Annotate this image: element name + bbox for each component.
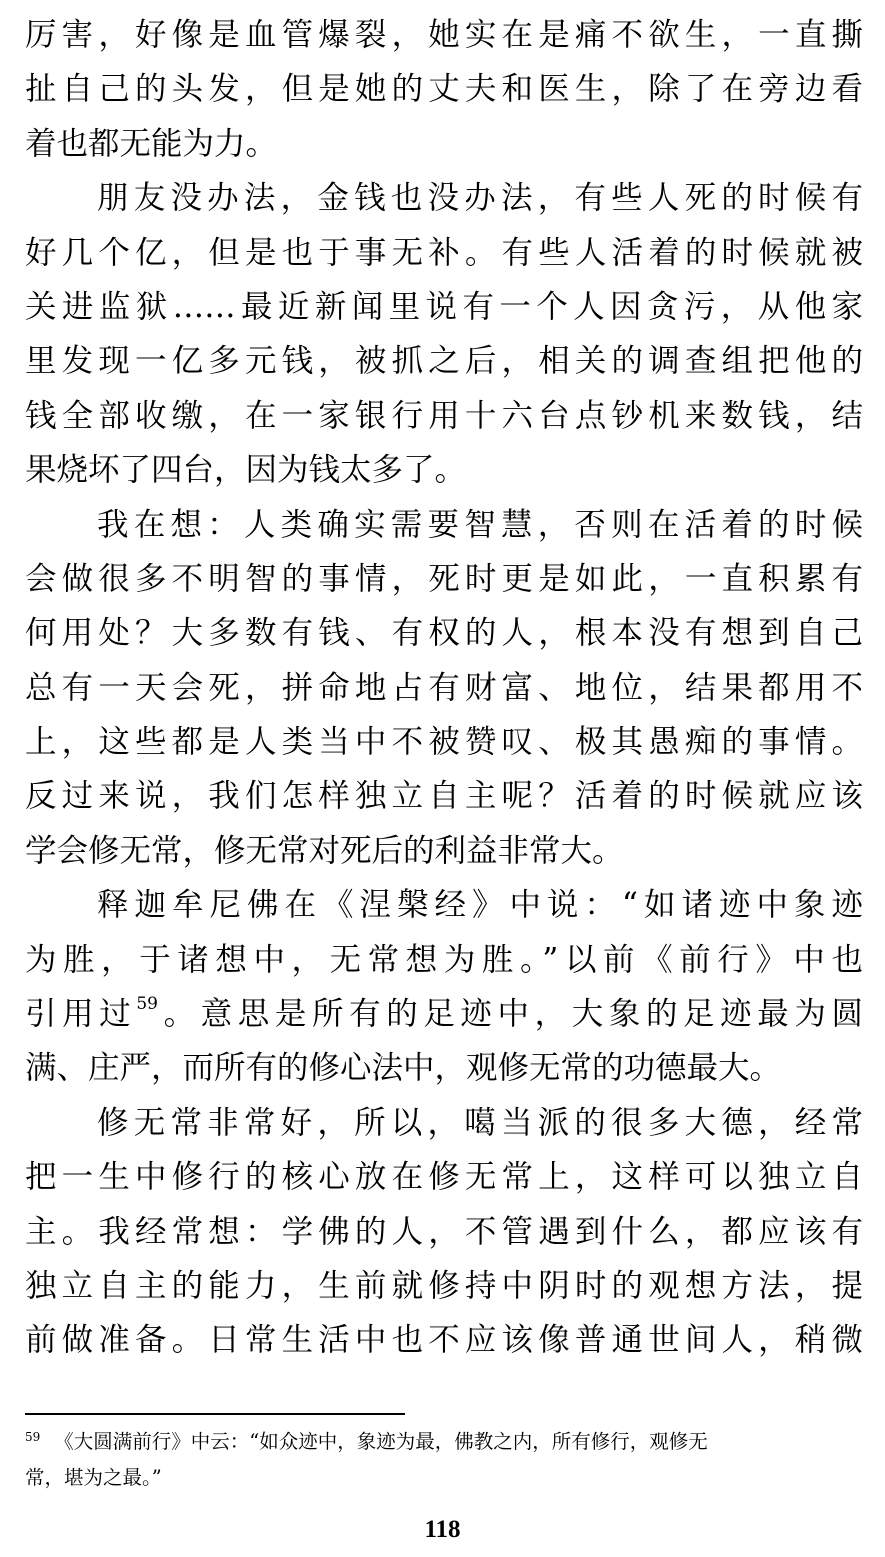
body-text — [25, 8, 863, 1368]
paragraph-first-line: 我在想：人类确实需要智慧，否则在活着的时候 — [97, 506, 863, 543]
paragraph-first-line: 朋友没办法，金钱也没办法，有些人死的时候有 — [97, 180, 863, 217]
text-line: 钱全部收缴，在一家银行用十六台点钞机来数钱，结 — [25, 397, 863, 434]
footnote-line: 常，堪为之最。” — [25, 1466, 162, 1489]
footnote — [25, 1425, 863, 1494]
text-line: 何用处？大多数有钱、有权的人，根本没有想到自己 — [25, 615, 863, 652]
text-line: 会做很多不明智的事情，死时更是如此，一直积累有 — [25, 560, 863, 597]
text-line: 扯自己的头发，但是她的丈夫和医生，除了在旁边看 — [25, 71, 863, 108]
text-line: 着也都无能为力。 — [25, 125, 278, 162]
text-line: 独立自主的能力，生前就修持中阴时的观想方法，提 — [25, 1267, 863, 1304]
footnote-divider — [25, 1413, 405, 1415]
page-number: 118 — [424, 1516, 461, 1543]
text-line: 主。我经常想：学佛的人，不管遇到什么，都应该有 — [25, 1213, 863, 1250]
text-line: 把一生中修行的核心放在修无常上，这样可以独立自 — [25, 1159, 863, 1196]
footnote-reference[interactable]: 59 — [136, 993, 158, 1014]
text-line: 里发现一亿多元钱，被抓之后，相关的调查组把他的 — [25, 343, 863, 380]
paragraph-first-line: 修无常非常好，所以，噶当派的很多大德，经常 — [97, 1104, 863, 1141]
paragraph-first-line: 释迦牟尼佛在《涅槃经》中说：“如诸迹中象迹 — [97, 887, 863, 924]
text-line: 果烧坏了四台，因为钱太多了。 — [25, 452, 467, 489]
text-line: 好几个亿，但是也于事无补。有些人活着的时候就被 — [25, 234, 863, 271]
text-line: 反过来说，我们怎样独立自主呢？活着的时候就应该 — [25, 778, 863, 815]
text-line: 满、庄严，而所有的修心法中，观修无常的功德最大。 — [25, 1050, 782, 1087]
text-line: 关进监狱……最近新闻里说有一个人因贪污，从他家 — [25, 288, 863, 325]
text-segment: 引用过 — [25, 996, 137, 1033]
text-line: 为胜，于诸想中，无常想为胜。”以前《前行》中也 — [25, 941, 863, 978]
footnote-number: 59 — [25, 1430, 41, 1444]
footnote-text: 《大圆满前行》中云：“如众迹中，象迹为最，佛教之内，所有修行，观修无 — [54, 1430, 708, 1453]
text-line: 总有一天会死，拼命地占有财富、地位，结果都用不 — [25, 669, 863, 706]
text-line-with-footnote — [25, 987, 863, 1041]
text-line: 厉害，好像是血管爆裂，她实在是痛不欲生，一直撕 — [25, 17, 863, 53]
text-line: 学会修无常，修无常对死后的利益非常大。 — [25, 832, 624, 869]
text-segment: 。意思是所有的足迹中，大象的足迹最为圆 — [157, 996, 863, 1033]
text-line: 上，这些都是人类当中不被赞叹、极其愚痴的事情。 — [25, 724, 863, 761]
footnote-line — [25, 1425, 863, 1461]
text-line: 前做准备。日常生活中也不应该像普通世间人，稍微 — [25, 1322, 863, 1359]
